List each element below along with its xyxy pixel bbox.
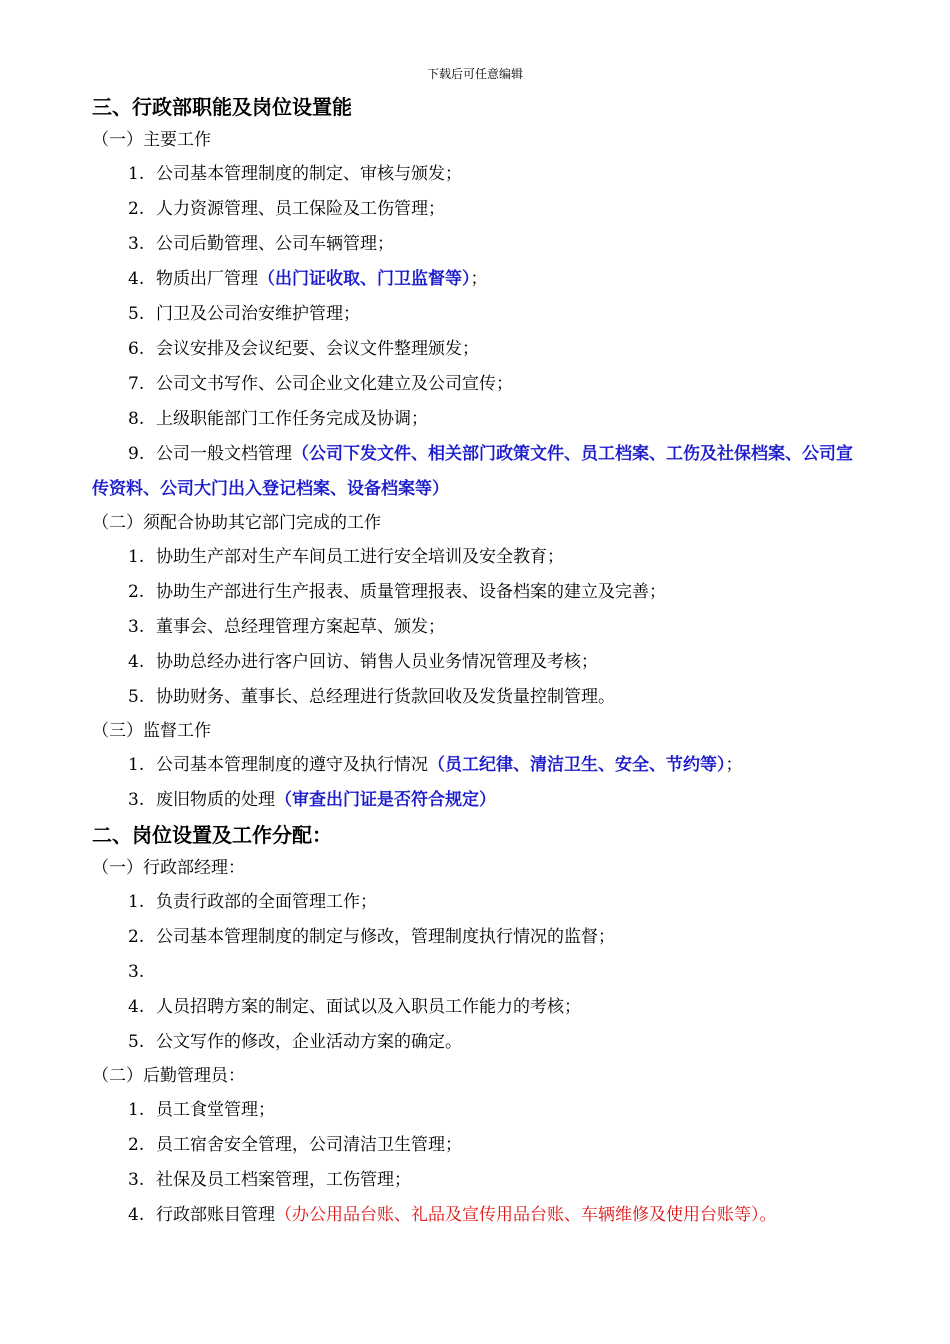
item-text: 人力资源管理、员工保险及工伤管理； — [156, 199, 445, 219]
item-number: 2. — [128, 927, 145, 947]
item-text: 公司基本管理制度的制定、审核与颁发； — [156, 164, 462, 184]
item-text: 董事会、总经理管理方案起草、颁发； — [156, 617, 445, 637]
group-label: （三）监督工作 — [92, 721, 211, 741]
item-note: （公司下发文件、相关部门政策文件、员工档案、工伤及社保档案、公司宣传资料、公司大门出入登记档案、设备档案等） — [92, 444, 853, 499]
item-note-red: （办公用品台账、礼品及宣传用品台账、车辆维修及使用台账等）。 — [275, 1205, 777, 1225]
header-note: 下载后可任意编辑 — [426, 67, 523, 81]
item-text: 门卫及公司治安维护管理； — [156, 304, 360, 324]
item-after: ； — [470, 269, 488, 289]
item-note: （员工纪律、清洁卫生、安全、节约等） — [428, 755, 726, 775]
item-number: 5. — [128, 687, 145, 707]
group-label: （二）后勤管理员： — [92, 1066, 245, 1086]
item-number: 2. — [128, 199, 145, 219]
list-item — [92, 192, 867, 227]
group-label: （二）须配合协助其它部门完成的工作 — [92, 513, 381, 533]
list-item — [92, 990, 867, 1025]
item-text: 公司基本管理制度的遵守及执行情况 — [156, 755, 428, 775]
section-title: 二、岗位设置及工作分配： — [92, 823, 332, 847]
item-text: 上级职能部门工作任务完成及协调； — [156, 409, 428, 429]
list-item — [92, 227, 867, 262]
list-item — [92, 645, 867, 680]
item-number: 3. — [128, 962, 145, 982]
item-number: 4. — [128, 269, 145, 289]
item-text: 公司后勤管理、公司车辆管理； — [156, 234, 394, 254]
item-number: 2. — [128, 1135, 145, 1155]
item-text: 公司基本管理制度的制定与修改，管理制度执行情况的监督； — [156, 927, 615, 947]
item-number: 7. — [128, 374, 145, 394]
item-text: 员工宿舍安全管理，公司清洁卫生管理； — [156, 1135, 462, 1155]
item-number: 1. — [128, 1100, 145, 1120]
item-text: 物质出厂管理 — [156, 269, 258, 289]
item-number: 5. — [128, 304, 145, 324]
list-item — [92, 332, 867, 367]
item-text: 社保及员工档案管理，工伤管理； — [156, 1170, 411, 1190]
list-item — [92, 437, 867, 507]
item-number: 4. — [128, 997, 145, 1017]
list-item — [92, 680, 867, 715]
list-item — [92, 157, 867, 192]
item-number: 3. — [128, 617, 145, 637]
item-number: 9. — [128, 444, 145, 464]
item-number: 1. — [128, 547, 145, 567]
item-number: 1. — [128, 164, 145, 184]
item-text: 废旧物质的处理 — [156, 790, 275, 810]
list-item — [92, 575, 867, 610]
item-number: 3. — [128, 1170, 145, 1190]
item-text: 协助生产部进行生产报表、质量管理报表、设备档案的建立及完善； — [156, 582, 666, 602]
item-number: 3. — [128, 234, 145, 254]
list-item — [92, 783, 867, 818]
list-item — [92, 1163, 867, 1198]
item-number: 3. — [128, 790, 145, 810]
item-number: 4. — [128, 652, 145, 672]
item-note: （审查出门证是否符合规定） — [275, 790, 496, 810]
item-text: 公司一般文档管理 — [156, 444, 292, 464]
list-item — [92, 540, 867, 575]
item-text: 公司文书写作、公司企业文化建立及公司宣传； — [156, 374, 513, 394]
item-number: 8. — [128, 409, 145, 429]
item-text: 员工食堂管理； — [156, 1100, 275, 1120]
item-text: 会议安排及会议纪要、会议文件整理颁发； — [156, 339, 479, 359]
item-number: 1. — [128, 892, 145, 912]
document-body — [92, 90, 867, 1233]
list-item — [92, 367, 867, 402]
item-note: （出门证收取、门卫监督等） — [258, 269, 471, 289]
list-item — [92, 1198, 867, 1233]
item-after: ； — [725, 755, 743, 775]
item-text: 协助财务、董事长、总经理进行货款回收及发货量控制管理。 — [156, 687, 615, 707]
item-text: 公文写作的修改，企业活动方案的确定。 — [156, 1032, 462, 1052]
item-text: 协助生产部对生产车间员工进行安全培训及安全教育； — [156, 547, 564, 567]
section-title: 三、行政部职能及岗位设置能 — [92, 95, 352, 119]
item-number: 5. — [128, 1032, 145, 1052]
list-item — [92, 402, 867, 437]
list-item — [92, 885, 867, 920]
list-item — [92, 1025, 867, 1060]
item-text: 人员招聘方案的制定、面试以及入职员工作能力的考核； — [156, 997, 581, 1017]
list-item — [92, 1128, 867, 1163]
item-number: 1. — [128, 755, 145, 775]
group-label: （一）行政部经理： — [92, 858, 245, 878]
list-item — [92, 1093, 867, 1128]
group-label: （一）主要工作 — [92, 130, 211, 150]
list-item — [92, 262, 867, 297]
list-item — [92, 610, 867, 645]
list-item — [92, 748, 867, 783]
item-number: 6. — [128, 339, 145, 359]
item-text: 负责行政部的全面管理工作； — [156, 892, 377, 912]
item-number: 4. — [128, 1205, 145, 1225]
item-text: 协助总经办进行客户回访、销售人员业务情况管理及考核； — [156, 652, 598, 672]
item-number: 2. — [128, 582, 145, 602]
list-item — [92, 297, 867, 332]
list-item — [92, 955, 867, 990]
item-text: 行政部账目管理 — [156, 1205, 275, 1225]
list-item — [92, 920, 867, 955]
